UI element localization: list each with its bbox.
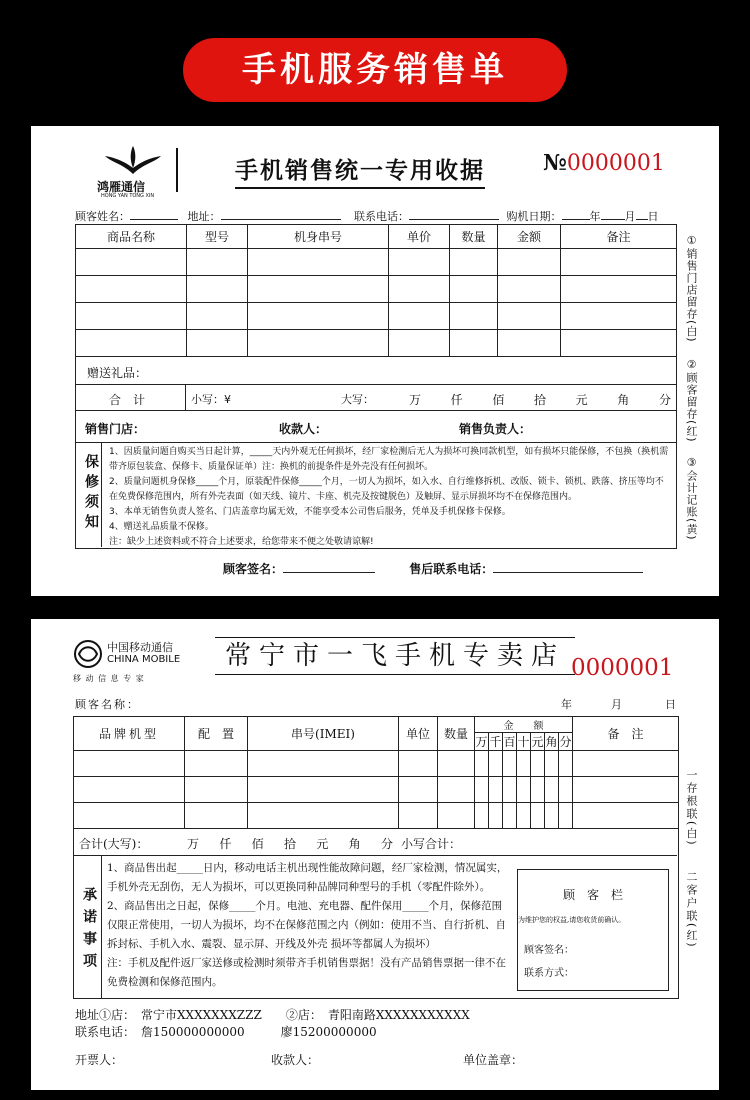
promise-title: 承诺事项 [81,887,97,975]
logo-slogan: 移 动 信 息 专 家 [73,674,145,683]
unit: 仟 [219,837,232,851]
brand-name: 鸿雁通信 [97,180,146,194]
unit: 分 [658,393,671,407]
service-phone-field[interactable] [493,572,643,573]
phone-line: 联系电话： 詹150000000000 廖15200000000 [75,1025,377,1039]
service-phone-label: 售后联系电话： [409,562,494,576]
address-line: 地址①店： 常宁市XXXXXXXZZZ ②店： 青阳南路XXXXXXXXXXX [75,1008,470,1022]
total-row-line-2 [73,855,677,856]
signature-line [223,560,643,577]
amount-digit: 万 [475,733,489,751]
notice-list [109,445,669,550]
amount-digit: 十 [517,733,531,751]
table-row[interactable] [76,303,677,330]
year-label-2: 年 [561,698,572,711]
amount-digit: 角 [545,733,559,751]
receipt-form-2 [31,619,719,1090]
header-qty-2: 数量 [438,717,475,751]
store-title: 常宁市一飞手机专卖店 [215,637,575,675]
receipt-number-2: 0000001 [571,655,674,681]
table-row[interactable] [76,330,677,357]
header-amount-2: 金 额 [475,717,573,733]
issuer-label: 开票人： [75,1053,124,1067]
header-qty: 数量 [450,225,498,249]
header-amount: 金额 [498,225,561,249]
phone-label: 联系电话： [354,210,409,223]
side-label: ③会计记账(黄) [685,456,698,541]
china-mobile-logo-icon [73,639,103,669]
customer-box-title: 顾 客 栏 [562,888,623,902]
receipt-form-1 [31,126,719,596]
customer-label: 顾客姓名： [75,210,130,223]
customer-box-note: 为维护您的权益,请您收货前确认。 [518,916,626,924]
logo-en: CHINA MOBILE [107,654,181,665]
notice-item: 4、赠送礼品质量不保修。 [109,522,214,532]
info-line [75,208,659,224]
unit-row [409,391,671,408]
side-label: 二客户联(红) [685,871,698,949]
unit: 万 [187,837,200,851]
page-banner: 手机服务销售单 [183,38,567,102]
year-field[interactable] [562,219,590,220]
header-remark: 备 注 [573,717,679,751]
total-upper-label: 合计(大写)： [79,837,149,851]
month-label: 月 [624,210,636,223]
receipt-number [543,150,665,176]
signature-field[interactable] [283,572,375,573]
date-label: 购机日期： [506,210,562,223]
gift-label: 赠送礼品： [87,366,148,380]
amount-digit: 百 [503,733,517,751]
amount-digit: 元 [531,733,545,751]
gift-row-line [75,384,677,385]
phone-field[interactable] [409,219,499,220]
total-divider [185,384,186,410]
day-label-2: 日 [665,698,676,711]
unit-row-2 [187,835,393,852]
customer-field[interactable] [130,219,178,220]
promise-item: 注：手机及配件返厂家送修或检测时须带齐手机销售票据！没有产品销售票据一律不在免费检测和保修范围内。 [107,957,506,988]
amount-digit: 分 [559,733,573,751]
total-label: 合 计 [109,393,146,407]
unit: 万 [409,393,422,407]
payee-label-2: 收款人： [271,1053,320,1067]
table-row[interactable] [74,777,679,803]
unit: 拾 [283,837,296,851]
day-label: 日 [647,210,659,223]
notice-item: 3、本单无销售负责人签名、门店盖章均属无效，不能享受本公司售后服务，凭单及手机保修卡保修。 [109,507,511,517]
unit: 角 [348,837,361,851]
total-lower-label: 小写合计： [401,837,462,851]
header-unit: 单位 [399,717,438,751]
number-value: 0000001 [566,151,665,176]
product-table-2 [73,716,679,829]
unit: 仟 [450,393,463,407]
promise-item: 1、商品售出起_____日内，移动电话主机出现性能故障问题，经厂家检测，情况属实，手机外壳无刮伤，无人为损坏，可以更换同种品牌同种型号的手机（零配件除外）。 [107,862,508,893]
header-brand: 品牌机型 [74,717,185,751]
unit: 佰 [251,837,264,851]
notice-item: 注：缺少上述资料或不符合上述要求，给您带来不便之处敬请谅解! [109,537,374,547]
header-price: 单价 [389,225,450,249]
table-row[interactable] [76,249,677,276]
unit: 角 [617,393,630,407]
total-row-line [75,410,677,411]
unit: 元 [316,837,329,851]
month-label-2: 月 [611,698,622,711]
hongyan-bird-icon [103,144,163,178]
month-field[interactable] [601,219,625,220]
header-serial: 机身串号 [248,225,389,249]
notice-divider [101,442,102,547]
amount-digit: 千 [489,733,503,751]
promise-item: 2、商品售出之日起，保修_____个月。电池、充电器、配件保用_____个月，保修范围仅限正常使用，一切人为损坏，均不在保修范围之内（例如：使用不当、自行折机、自拆封标、手机入水、震裂、显示屏、开线及外壳 损坏等都属人为损坏） [107,900,506,950]
address-label: 地址： [187,210,221,223]
store-label: 销售门店： [85,422,146,436]
day-field[interactable] [636,219,648,220]
year-label: 年 [589,210,601,223]
header-note: 备注 [561,225,677,249]
notice-item: 1、因质量问题自购买当日起计算，_____天内外观无任何损坏，经厂家检测后无人为损坏可换同款机型，如有损坏只能保修，不包换（换机需带齐原包装盒、保修卡、质量保证单）注：换机的前提条件是外壳没有任何损坏。 [109,447,669,472]
side-label: 一存根联(白) [685,769,698,847]
upper-amount: 大写： [341,393,374,406]
notice-title: 保修须知 [83,454,99,534]
address-field[interactable] [221,219,341,220]
customer-box [517,869,669,991]
side-label: ②顾客留存(红) [685,358,698,443]
brand-pinyin: HONG YAN TONG XIN [101,193,155,199]
unit: 佰 [492,393,505,407]
receipt-title: 手机销售统一专用收据 [235,152,485,189]
table-row[interactable] [76,276,677,303]
header-imei: 串号(IMEI) [248,717,399,751]
seal-label: 单位盖章： [463,1053,524,1067]
customer-sign-label[interactable]: 顾客签名： [524,945,574,956]
header-product: 商品名称 [76,225,187,249]
side-label: ①销售门店留存(白) [685,234,698,343]
header-model: 型号 [187,225,248,249]
divider [176,148,178,192]
number-symbol: № [543,150,567,176]
promise-list [107,859,509,992]
signature-label: 顾客签名： [223,562,284,576]
lower-amount: 小写：¥ [191,393,231,406]
notice-item: 2、质量问题机身保修_____个月，原装配件保修_____个月，一切人为损坏，如入水、自行维修拆机、改版、锁卡、锁机、跌落、挤压等均不在免费保修范围内，所有外壳表面（如天线、镜片、卡座、机壳及按键脱色）及触屏、显示屏损坏均不在保修范围内。 [109,477,664,502]
manager-label: 销售负责人： [459,422,532,436]
promise-divider [101,855,102,998]
product-table [75,224,677,357]
unit: 元 [575,393,588,407]
header-config: 配 置 [185,717,248,751]
store-row-line [75,442,677,443]
table-row[interactable] [74,751,679,777]
unit: 拾 [533,393,546,407]
unit: 分 [380,837,393,851]
logo-cn: 中国移动通信 [107,641,173,654]
contact-label[interactable]: 联系方式： [524,968,574,979]
payee-label: 收款人： [279,422,328,436]
customer-name-label: 顾客名称： [75,698,140,711]
